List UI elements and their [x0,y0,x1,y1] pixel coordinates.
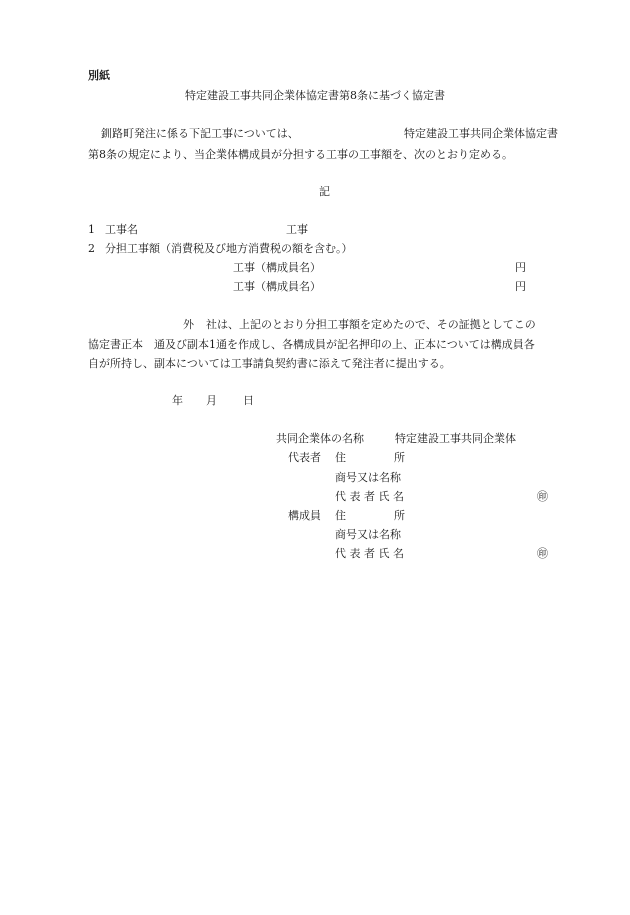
representative-company: 商号又は名称 [335,471,401,484]
member-company: 商号又は名称 [335,528,401,541]
cost-row-label: 工事（構成員名） [233,280,321,293]
closing-line1-b: 社は、上記のとおり分担工事額を定めたので、その証拠としてこの [206,318,536,331]
item2-label: 分担工事額（消費税及び地方消費税の額を含む。） [105,242,353,255]
document-title: 特定建設工事共同企業体協定書第8条に基づく協定書 [185,89,445,102]
representative-address-b: 所 [394,451,405,464]
date-year: 年 [172,394,183,407]
cost-row-unit: 円 [515,280,526,293]
date-day: 日 [243,394,254,407]
intro-line2: 第8条の規定により、当企業体構成員が分担する工事の工事額を、次のとおり定める。 [88,148,513,161]
item1-suffix: 工事 [286,223,308,236]
closing-line3: 自が所持し、副本については工事請負契約書に添えて発注者に提出する。 [88,357,451,370]
annex-label: 別紙 [88,69,110,82]
closing-line1-a: 外 [183,318,194,331]
jv-name-value: 特定建設工事共同企業体 [395,432,516,445]
date-month: 月 [206,394,217,407]
intro-line1-a: 釧路町発注に係る下記工事については、 [101,127,299,140]
closing-line2: 協定書正本 通及び副本1通を作成し、各構成員が記名押印の上、正本については構成員各 [88,338,535,351]
member-address-b: 所 [394,509,405,522]
representative-address-a: 住 [335,451,346,464]
item1-label: 工事名 [105,223,138,236]
representative-name: 代 表 者 氏 名 [335,490,404,503]
jv-name-label: 共同企業体の名称 [276,432,364,445]
cost-row-unit: 円 [515,261,526,274]
member-address-a: 住 [335,509,346,522]
member-name: 代 表 者 氏 名 [335,547,404,560]
intro-line1-b: 特定建設工事共同企業体協定書 [404,127,558,140]
member-role: 構成員 [288,509,321,522]
item2-number: 2 [88,242,95,255]
representative-seal-icon: ㊞ [537,490,548,503]
ki-heading: 記 [319,185,330,198]
member-seal-icon: ㊞ [537,547,548,560]
representative-role: 代表者 [288,451,321,464]
item1-number: 1 [88,223,95,236]
cost-row-label: 工事（構成員名） [233,261,321,274]
